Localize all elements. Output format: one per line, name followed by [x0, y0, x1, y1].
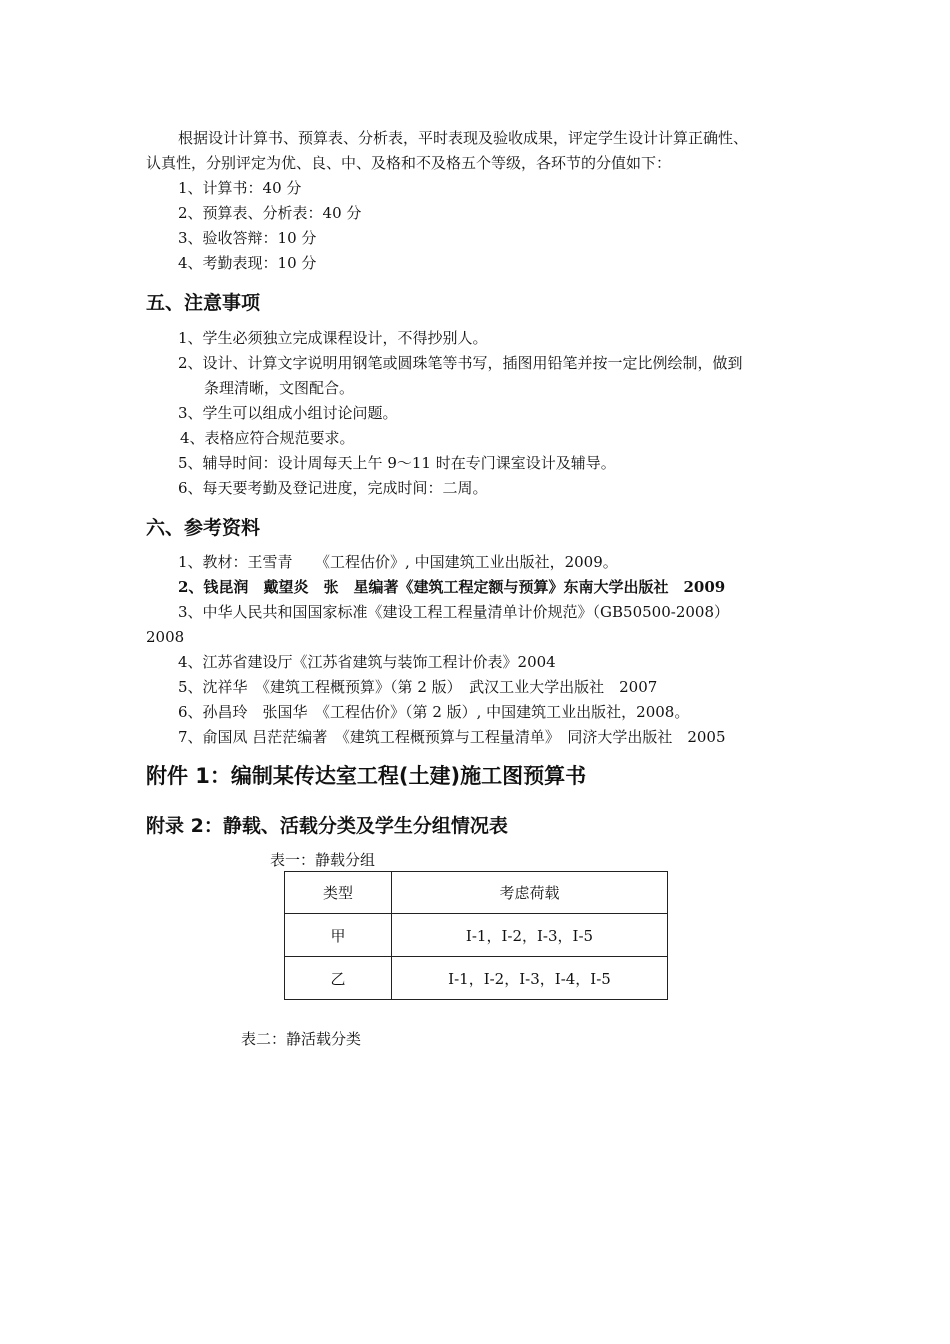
table-row [285, 957, 668, 1000]
score-item: 2、预算表、分析表：40 分 [178, 204, 362, 222]
section-heading-references: 六、参考资料 [146, 517, 261, 539]
table-caption: 表一：静载分组 [270, 851, 376, 869]
table-cell: I-1，Ⅰ-2，Ⅰ-3，Ⅰ-5 [392, 914, 668, 957]
intro-line-1: 根据设计计算书、预算表、分析表，平时表现及验收成果，评定学生设计计算正确性、 [178, 129, 749, 147]
notes-item: 3、学生可以组成小组讨论问题。 [178, 404, 398, 422]
table-header-cell: 考虑荷载 [392, 872, 668, 914]
notes-item: 5、辅导时间：设计周每天上午 9～11 时在专门课室设计及辅导。 [178, 454, 616, 472]
score-item: 4、考勤表现：10 分 [178, 254, 317, 272]
notes-item: 2、设计、计算文字说明用钢笔或圆珠笔等书写，插图用铅笔并按一定比例绘制，做到 [178, 354, 743, 372]
attachment-heading: 附件 1：编制某传达室工程(土建)施工图预算书 [146, 764, 587, 788]
table-row [285, 914, 668, 957]
table-cell: 乙 [285, 957, 392, 1000]
static-load-table [284, 871, 668, 1000]
notes-item-continuation: 条理清晰，文图配合。 [204, 379, 355, 397]
reference-item: 2、钱昆润 戴望炎 张 星编著《建筑工程定额与预算》东南大学出版社 2009 [178, 578, 726, 596]
reference-item: 6、孙昌玲 张国华 《工程估价》（第 2 版）, 中国建筑工业出版社，2008。 [178, 703, 690, 721]
table-caption: 表二：静活载分类 [241, 1030, 362, 1048]
intro-line-2: 认真性，分别评定为优、良、中、及格和不及格五个等级，各环节的分值如下： [146, 154, 672, 172]
appendix-heading: 附录 2：静载、活载分类及学生分组情况表 [146, 815, 508, 837]
table-header-row [285, 872, 668, 914]
notes-item: 4、表格应符合规范要求。 [180, 429, 355, 447]
score-item: 1、计算书：40 分 [178, 179, 302, 197]
table-cell: I-1，Ⅰ-2，Ⅰ-3，Ⅰ-4，Ⅰ-5 [392, 957, 668, 1000]
reference-item: 7、俞国凤 吕茫茫编著 《建筑工程概预算与工程量清单》 同济大学出版社 2005 [178, 728, 726, 746]
notes-item: 6、每天要考勤及登记进度，完成时间：二周。 [178, 479, 488, 497]
reference-item: 5、沈祥华 《建筑工程概预算》（第 2 版） 武汉工业大学出版社 2007 [178, 678, 658, 696]
section-heading-notes: 五、注意事项 [146, 292, 261, 314]
table-cell: 甲 [285, 914, 392, 957]
reference-item: 1、教材：王雪青 《工程估价》, 中国建筑工业出版社，2009。 [178, 553, 618, 571]
score-item: 3、验收答辩：10 分 [178, 229, 317, 247]
reference-item: 3、中华人民共和国国家标准《建设工程工程量清单计价规范》（GB50500-2008） [178, 603, 730, 621]
notes-item: 1、学生必须独立完成课程设计，不得抄别人。 [178, 329, 488, 347]
table-header-cell: 类型 [285, 872, 392, 914]
reference-item: 4、江苏省建设厅《江苏省建筑与装饰工程计价表》2004 [178, 653, 556, 671]
reference-item-continuation: 2008 [146, 628, 185, 646]
